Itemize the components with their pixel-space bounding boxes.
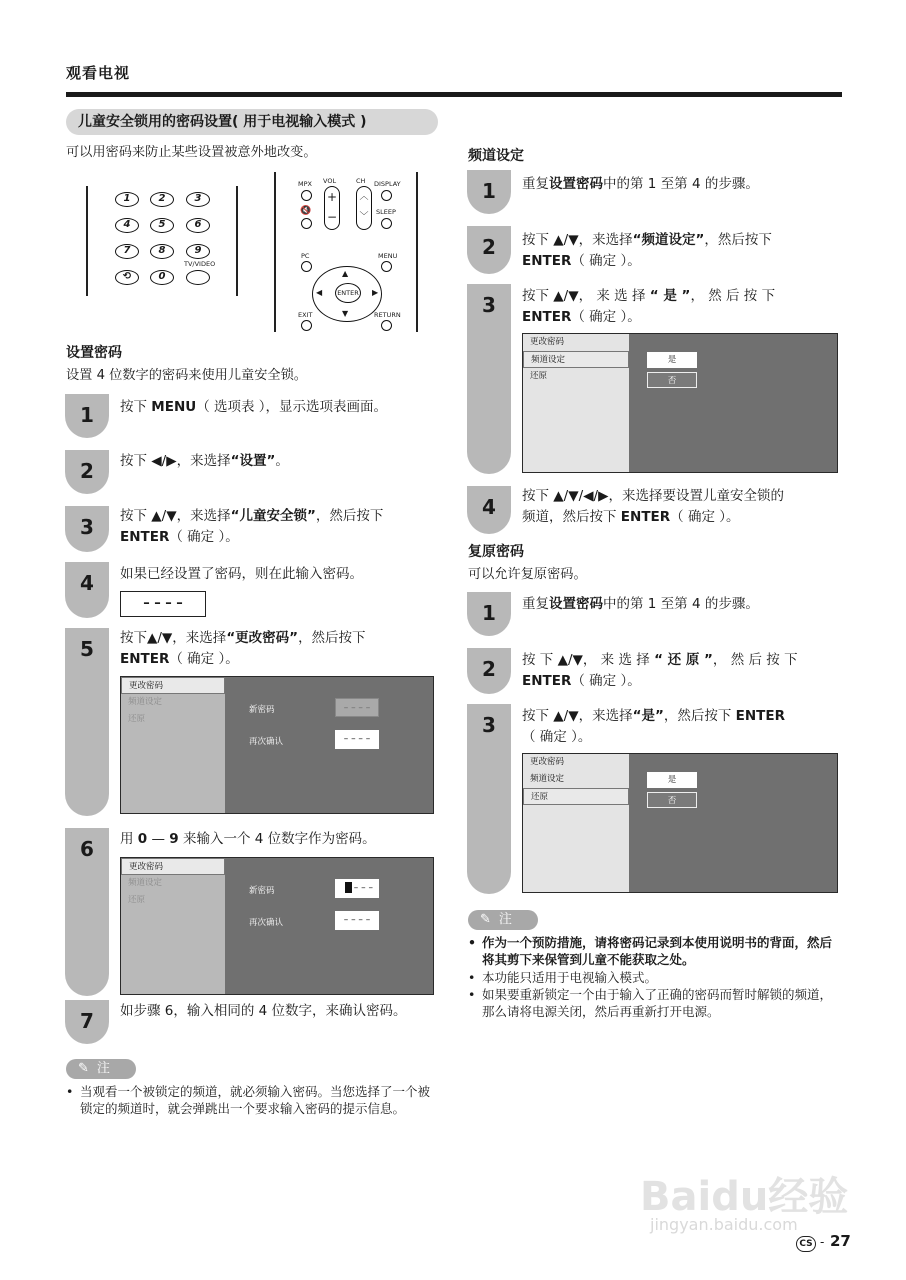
password-entry-field[interactable]: – – – – (120, 591, 206, 617)
enter-button-icon: ENTER (335, 283, 361, 303)
key-1: 1 (115, 192, 139, 207)
change-password-menu (120, 676, 434, 814)
key-6: 6 (186, 218, 210, 233)
set-password-heading: 设置密码 (66, 345, 122, 361)
step-text: 按下 ◀/▶，来选择“设置”。 (120, 453, 289, 469)
step-number: 4 (80, 571, 94, 595)
menu-label: MENU (378, 252, 398, 260)
remote-navigation-illustration (274, 172, 418, 332)
menu-sidebar (121, 858, 225, 994)
pc-label: PC (301, 252, 310, 260)
menu-sidebar (523, 754, 629, 892)
channel-setting-menu (522, 333, 838, 473)
key-3: 3 (186, 192, 210, 207)
note-bullet: • 作为一个预防措施，请将密码记录到本使用说明书的背面，然后将其剪下来保管到儿童不能获取之处。 (468, 935, 833, 967)
up-arrow-icon: ▲ (342, 269, 349, 278)
note-badge: ✎ 注 (66, 1059, 136, 1079)
mpx-button-icon (301, 190, 312, 201)
step-text: 按下 ▲/▼，来选择“儿童安全锁”，然后按下 ENTER（ 确定 ）。 (120, 508, 384, 545)
footer-separator: - (820, 1235, 825, 1249)
menu-item-channel-setting[interactable]: 频道设定 (530, 774, 565, 784)
step-text: 按下 ▲/▼/◀/▶，来选择要设置儿童安全锁的 频道，然后按下 ENTER（ 确定 ）。 (522, 488, 784, 525)
step-number: 5 (80, 637, 94, 661)
step-number: 3 (80, 515, 94, 539)
menu-item-channel-setting[interactable]: 频道设定 (523, 351, 629, 368)
option-no[interactable]: 否 (647, 792, 697, 808)
menu-item-reset[interactable]: 还原 (523, 788, 629, 805)
note-bullet: • 如果要重新锁定一个由于输入了正确的密码而暂时解锁的频道，那么请将电源关闭，然后再重新打开电源。 (468, 987, 833, 1019)
flashback-key-icon: ⟲ (115, 270, 139, 285)
confirm-password-label: 再次确认 (249, 737, 284, 747)
reset-password-menu (522, 753, 838, 893)
menu-item-reset[interactable]: 还原 (128, 895, 146, 905)
reset-password-heading: 复原密码 (468, 544, 524, 560)
step-number: 4 (482, 495, 496, 519)
menu-item-reset[interactable]: 还原 (128, 714, 146, 724)
vol-label: VOL (323, 177, 337, 185)
menu-item-change-password[interactable]: 更改密码 (530, 337, 565, 347)
key-5: 5 (150, 218, 174, 233)
left-arrow-icon: ◀ (316, 288, 323, 297)
tv-video-label: TV/VIDEO (184, 260, 216, 268)
channel-rocker-icon: ︿ ﹀ (356, 186, 372, 230)
right-arrow-icon: ▶ (372, 288, 379, 297)
note-badge: ✎ 注 (468, 910, 538, 930)
display-button-icon (381, 190, 392, 201)
confirm-password-field[interactable]: – – – – (335, 911, 379, 930)
down-arrow-icon: ▼ (342, 309, 349, 318)
pencil-icon: ✎ (480, 912, 491, 927)
watermark-logo: Baidu经验 (640, 1174, 849, 1220)
sleep-button-icon (381, 218, 392, 229)
menu-sidebar (121, 677, 225, 813)
option-yes[interactable]: 是 (647, 772, 697, 788)
new-password-label: 新密码 (249, 705, 275, 715)
ch-label: CH (356, 177, 366, 185)
step-number: 1 (80, 403, 94, 427)
step-text: 按下 ▲/▼，来选择“是”，然后按下 ENTER （ 确定 ）。 (522, 708, 786, 745)
mute-button-icon (301, 218, 312, 229)
step-number: 1 (482, 179, 496, 203)
language-badge: CS (796, 1236, 816, 1252)
text-cursor (345, 882, 352, 893)
main-title: 儿童安全锁用的密码设置( 用于电视输入模式 ) (66, 109, 438, 135)
channel-setting-heading: 频道设定 (468, 148, 524, 164)
sleep-label: SLEEP (376, 208, 396, 216)
menu-item-change-password[interactable]: 更改密码 (121, 858, 225, 875)
menu-item-channel-setting[interactable]: 频道设定 (128, 697, 163, 707)
key-8: 8 (150, 244, 174, 259)
step-text: 如步骤 6，输入相同的 4 位数字，来确认密码。 (120, 1003, 407, 1019)
menu-item-change-password[interactable]: 更改密码 (121, 677, 225, 694)
pencil-icon: ✎ (78, 1061, 89, 1076)
step-text: 按下 ▲/▼，来选择“频道设定”，然后按下 ENTER（ 确定 ）。 (522, 232, 772, 269)
step-number: 3 (482, 293, 496, 317)
step-text: 按下▲/▼，来选择“更改密码”，然后按下 ENTER（ 确定 ）。 (120, 630, 366, 667)
step-text: 按下 ▲/▼， 来 选 择 “ 是 ”， 然 后 按 下 ENTER（ 确定 ）。 (522, 288, 776, 325)
note-bullet: • 当观看一个被锁定的频道，就必须输入密码。当您选择了一个被锁定的频道时，就会弹跳出一个要求输入密码的提示信息。 (66, 1084, 431, 1116)
option-no[interactable]: 否 (647, 372, 697, 388)
key-2: 2 (150, 192, 174, 207)
new-password-label: 新密码 (249, 886, 275, 896)
page-number: 27 (830, 1232, 851, 1250)
menu-item-reset[interactable]: 还原 (530, 371, 548, 381)
menu-item-channel-setting[interactable]: 频道设定 (128, 878, 163, 888)
step-number: 3 (482, 713, 496, 737)
confirm-password-label: 再次确认 (249, 918, 284, 928)
section-title: 观看电视 (66, 64, 131, 82)
intro-text: 可以用密码来防止某些设置被意外地改变。 (66, 145, 317, 160)
step-number: 2 (482, 235, 496, 259)
step-text: 重复设置密码中的第 1 至第 4 的步骤。 (522, 176, 759, 192)
step-text: 按 下 ▲/▼， 来 选 择 “ 还 原 ”， 然 后 按 下 ENTER（ 确定 ）。 (522, 652, 798, 689)
step-text: 重复设置密码中的第 1 至第 4 的步骤。 (522, 596, 759, 612)
step-number: 1 (482, 601, 496, 625)
confirm-password-field[interactable]: – – – – (335, 730, 379, 749)
enter-password-menu (120, 857, 434, 995)
tv-video-key (186, 270, 210, 285)
step-text: 用 0 — 9 来输入一个 4 位数字作为密码。 (120, 831, 376, 847)
option-yes[interactable]: 是 (647, 352, 697, 368)
key-9: 9 (186, 244, 210, 259)
note-bullet: • 本功能只适用于电视输入模式。 (468, 970, 658, 985)
step-text: 如果已经设置了密码，则在此输入密码。 (120, 566, 363, 582)
volume-rocker-icon: + − (324, 186, 340, 230)
step-number: 7 (80, 1009, 94, 1033)
new-password-field[interactable]: – – – – (335, 698, 379, 717)
pc-button-icon (301, 261, 312, 272)
key-0: 0 (150, 270, 174, 285)
key-4: 4 (115, 218, 139, 233)
new-password-field[interactable] (335, 879, 379, 898)
exit-label: EXIT (298, 311, 313, 319)
return-button-icon (381, 320, 392, 331)
header-rule (66, 92, 842, 97)
menu-button-icon (381, 261, 392, 272)
exit-button-icon (301, 320, 312, 331)
step-number: 6 (80, 837, 94, 861)
remote-keypad-illustration (86, 186, 238, 296)
new-password-placeholder: – – – (353, 883, 373, 893)
mute-icon: 🔇 (300, 206, 312, 216)
key-7: 7 (115, 244, 139, 259)
menu-sidebar (523, 334, 629, 472)
step-text: 按下 MENU（ 选项表 ），显示选项表画面。 (120, 399, 388, 415)
reset-password-desc: 可以允许复原密码。 (468, 567, 587, 582)
menu-item-change-password[interactable]: 更改密码 (530, 757, 565, 767)
mpx-label: MPX (298, 180, 312, 188)
display-label: DISPLAY (374, 180, 401, 188)
set-password-desc: 设置 4 位数字的密码来使用儿童安全锁。 (66, 368, 307, 383)
watermark-url: jingyan.baidu.com (650, 1215, 798, 1234)
return-label: RETURN (374, 311, 401, 319)
step-number: 2 (80, 459, 94, 483)
step-number: 2 (482, 657, 496, 681)
